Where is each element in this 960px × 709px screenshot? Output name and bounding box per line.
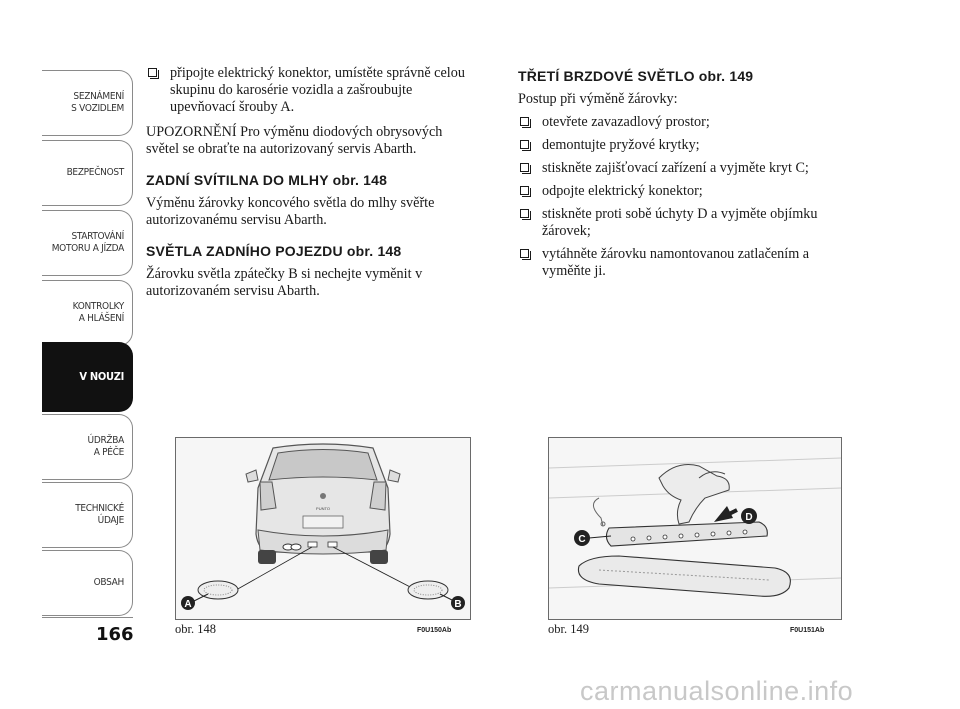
- bullet-text: stiskněte proti sobě úchyty D a vyjměte objímku žárovek;: [542, 206, 818, 239]
- label-d: D: [745, 512, 753, 523]
- checkbox-bullet-icon: [520, 249, 529, 258]
- tab-label: ÚDRŽBA A PÉČE: [87, 435, 124, 458]
- tab-obsah[interactable]: [42, 550, 133, 616]
- car-rear-illustration: [176, 438, 470, 619]
- checkbox-bullet-icon: [520, 186, 529, 195]
- tab-label: TECHNICKÉ ÚDAJE: [75, 503, 124, 526]
- list-item: [518, 137, 848, 154]
- figure-rear-car: [175, 437, 471, 620]
- label-c: C: [578, 534, 586, 545]
- bullet-text: vytáhněte žárovku namontovanou zatlačením a vyměňte ji.: [542, 246, 810, 279]
- figure-brake-light: [548, 437, 842, 620]
- heading-text: ZADNÍ SVÍTILNA DO MLHY: [146, 172, 329, 188]
- figure-caption: obr. 149: [548, 622, 589, 636]
- tab-label: BEZPEČNOST: [66, 167, 124, 178]
- section-heading: [146, 172, 476, 189]
- label-a: A: [184, 599, 192, 610]
- bullet-text: otevřete zavazadlový prostor;: [542, 114, 710, 130]
- tab-label: V NOUZI: [79, 370, 124, 383]
- figure-code: F0U150Ab: [417, 627, 452, 634]
- tab-startovani[interactable]: [42, 210, 133, 276]
- tab-label: OBSAH: [93, 577, 124, 588]
- heading-text: TŘETÍ BRZDOVÉ SVĚTLO: [518, 68, 695, 84]
- tab-divider: [42, 617, 133, 618]
- car-badge: PUNTO: [316, 506, 330, 511]
- tab-kontrolky[interactable]: [42, 280, 133, 346]
- list-item: [518, 246, 848, 280]
- warning-note: UPOZORNĚNÍ Pro výměnu diodových obrysových světel se obraťte na autorizovaný servis Abarth.: [146, 124, 443, 157]
- paragraph: Postup při výměně žárovky:: [518, 91, 678, 107]
- heading-text: SVĚTLA ZADNÍHO POJEZDU: [146, 243, 343, 259]
- bullet-text: demontujte pryžové krytky;: [542, 137, 700, 153]
- section-heading: [146, 243, 476, 260]
- brake-light-illustration: [549, 438, 841, 619]
- tab-udrzba[interactable]: [42, 414, 133, 480]
- watermark: carmanualsonline.info: [580, 676, 854, 706]
- figure-code: F0U151Ab: [790, 627, 825, 634]
- figure-ref: obr. 148: [332, 172, 388, 188]
- left-column: [146, 65, 476, 308]
- page-number: 166: [96, 624, 134, 645]
- checkbox-bullet-icon: [520, 163, 529, 172]
- figure-ref: obr. 149: [698, 68, 754, 84]
- bullet-text: stiskněte zajišťovací zařízení a vyjměte kryt C;: [542, 160, 809, 176]
- checkbox-bullet-icon: [520, 140, 529, 149]
- list-item: [518, 206, 848, 240]
- right-column: [518, 65, 848, 286]
- list-item: [146, 65, 476, 116]
- list-item: [518, 114, 848, 131]
- figure-caption: obr. 148: [175, 622, 216, 636]
- tab-seznameni[interactable]: [42, 70, 133, 136]
- checkbox-bullet-icon: [520, 209, 529, 218]
- tab-bezpecnost[interactable]: [42, 140, 133, 206]
- tab-v-nouzi[interactable]: [42, 342, 133, 412]
- section-heading: [518, 68, 848, 85]
- tab-label: KONTROLKY A HLÁŠENÍ: [72, 301, 124, 324]
- paragraph: Žárovku světla zpátečky B si nechejte vyměnit v autorizovaném servisu Abarth.: [146, 266, 423, 299]
- label-b: B: [454, 599, 462, 610]
- bullet-text: odpojte elektrický konektor;: [542, 183, 703, 199]
- checkbox-bullet-icon: [520, 117, 529, 126]
- list-item: [518, 183, 848, 200]
- checkbox-bullet-icon: [148, 68, 157, 77]
- bullet-text: připojte elektrický konektor, umístěte správně celou skupinu do karosérie vozidla a zašroubujte upevňovací šrouby A.: [170, 65, 465, 115]
- tab-label: SEZNÁMENÍ S VOZIDLEM: [71, 91, 124, 114]
- list-item: [518, 160, 848, 177]
- tab-label: STARTOVÁNÍ MOTORU A JÍZDA: [51, 231, 124, 254]
- tab-technicke[interactable]: [42, 482, 133, 548]
- paragraph: Výměnu žárovky koncového světla do mlhy svěřte autorizovanému servisu Abarth.: [146, 195, 435, 228]
- figure-ref: obr. 148: [346, 243, 402, 259]
